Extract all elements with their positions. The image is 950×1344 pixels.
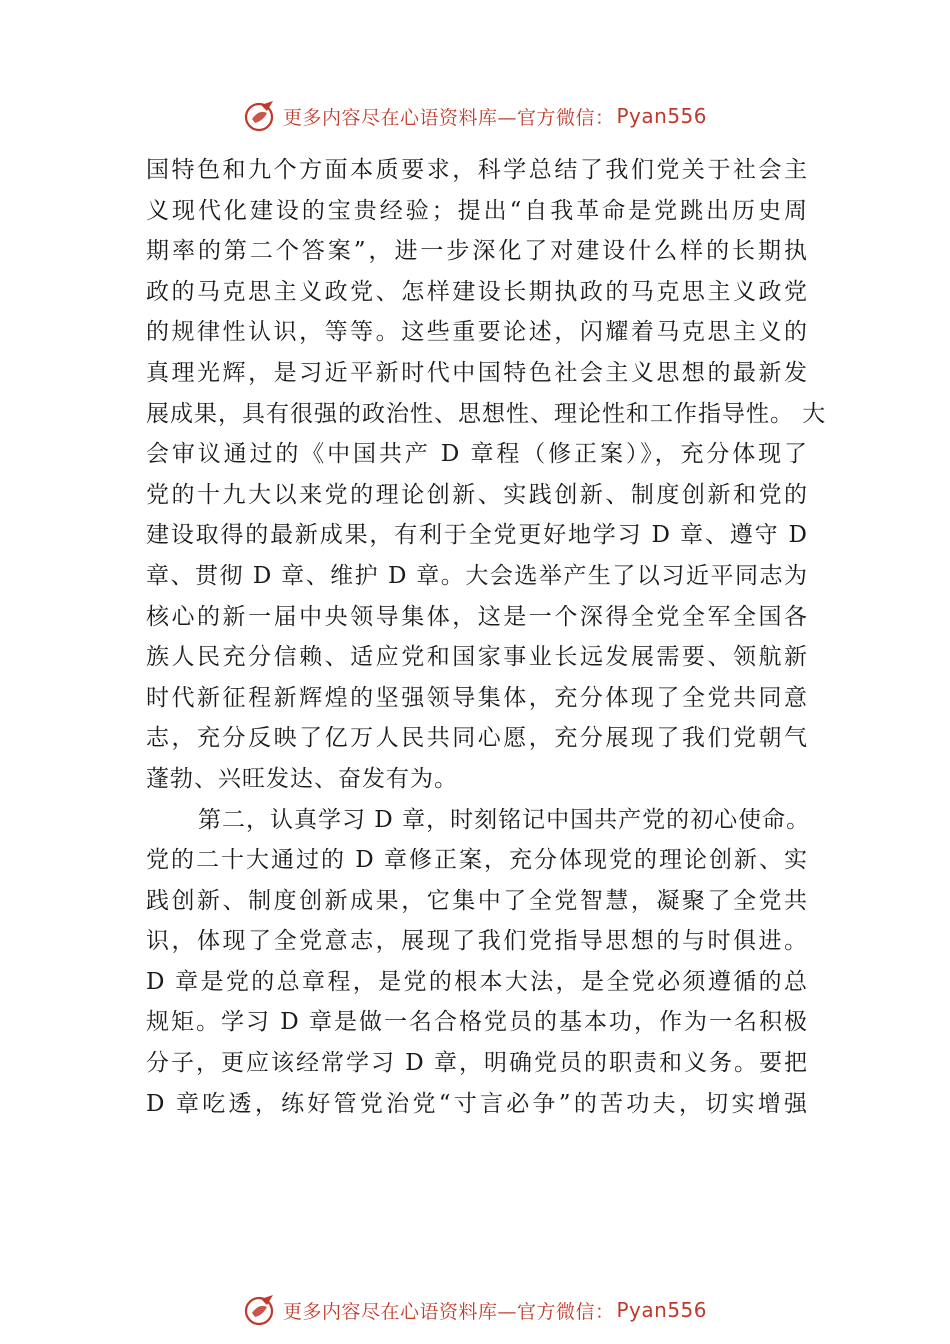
brand-logo-icon — [243, 99, 277, 133]
text-line: 核心的新一届中央领导集体，这是一个深得全党全军全国各 — [146, 603, 808, 630]
text-line: 族人民充分信赖、适应党和国家事业长远发展需要、领航新 — [146, 644, 808, 671]
text-line: D 章是党的总章程，是党的根本大法，是全党必须遵循的总 — [146, 968, 808, 995]
text-line: 的规律性认识，等等。这些重要论述，闪耀着马克思主义的 — [146, 319, 808, 346]
text-line: 党的二十大通过的 D 章修正案，充分体现党的理论创新、实 — [146, 847, 808, 874]
text-line: 分子，更应该经常学习 D 章，明确党员的职责和义务。要把 — [146, 1050, 808, 1077]
text-line: 义现代化建设的宝贵经验；提出“自我革命是党跳出历史周 — [146, 197, 808, 224]
text-line: D 章吃透，练好管党治党“寸言必争”的苦功夫，切实增强 — [146, 1090, 808, 1117]
text-line: 蓬勃、兴旺发达、奋发有为。 — [146, 765, 458, 792]
footer-watermark — [0, 1290, 950, 1330]
text-line: 真理光辉，是习近平新时代中国特色社会主义思想的最新发 — [146, 359, 808, 386]
paragraph-1 — [146, 150, 827, 800]
text-line: 展成果，具有很强的政治性、思想性、理论性和工作指导性。 大 — [146, 400, 827, 427]
header-watermark — [0, 96, 950, 136]
watermark-text: 更多内容尽在心语资料库—官方微信： — [282, 106, 615, 129]
text-line: 识，体现了全党意志，展现了我们党指导思想的与时俱进。 — [146, 928, 808, 955]
text-line: 会审议通过的《中国共产 D 章程（修正案）》，充分体现了 — [146, 441, 808, 468]
text-line: 政的马克思主义政党、怎样建设长期执政的马克思主义政党 — [146, 278, 808, 305]
text-line: 时代新征程新辉煌的坚强领导集体，充分体现了全党共同意 — [146, 684, 808, 711]
text-line: 期率的第二个答案”，进一步深化了对建设什么样的长期执 — [146, 238, 808, 265]
text-line: 践创新、制度创新成果，它集中了全党智慧，凝聚了全党共 — [146, 887, 808, 914]
text-line: 章、贯彻 D 章、维护 D 章。大会选举产生了以习近平同志为 — [146, 562, 808, 589]
text-line: 国特色和九个方面本质要求，科学总结了我们党关于社会主 — [146, 157, 808, 183]
text-line: 志，充分反映了亿万人民共同心愿，充分展现了我们党朝气 — [146, 725, 808, 752]
watermark-handle: Pyan556 — [616, 1298, 708, 1322]
text-line: 党的十九大以来党的理论创新、实践创新、制度创新和党的 — [146, 481, 808, 508]
text-line: 第二，认真学习 D 章，时刻铭记中国共产党的初心使命。 — [198, 806, 811, 833]
text-line: 建设取得的最新成果，有利于全党更好地学习 D 章、遵守 D — [146, 522, 808, 549]
brand-logo-icon — [243, 1293, 277, 1327]
watermark-text: 更多内容尽在心语资料库—官方微信： — [282, 1300, 615, 1323]
watermark-handle: Pyan556 — [616, 104, 708, 128]
text-line: 规矩。学习 D 章是做一名合格党员的基本功，作为一名积极 — [146, 1009, 808, 1036]
document-body — [146, 150, 827, 1124]
paragraph-2 — [146, 800, 811, 1125]
